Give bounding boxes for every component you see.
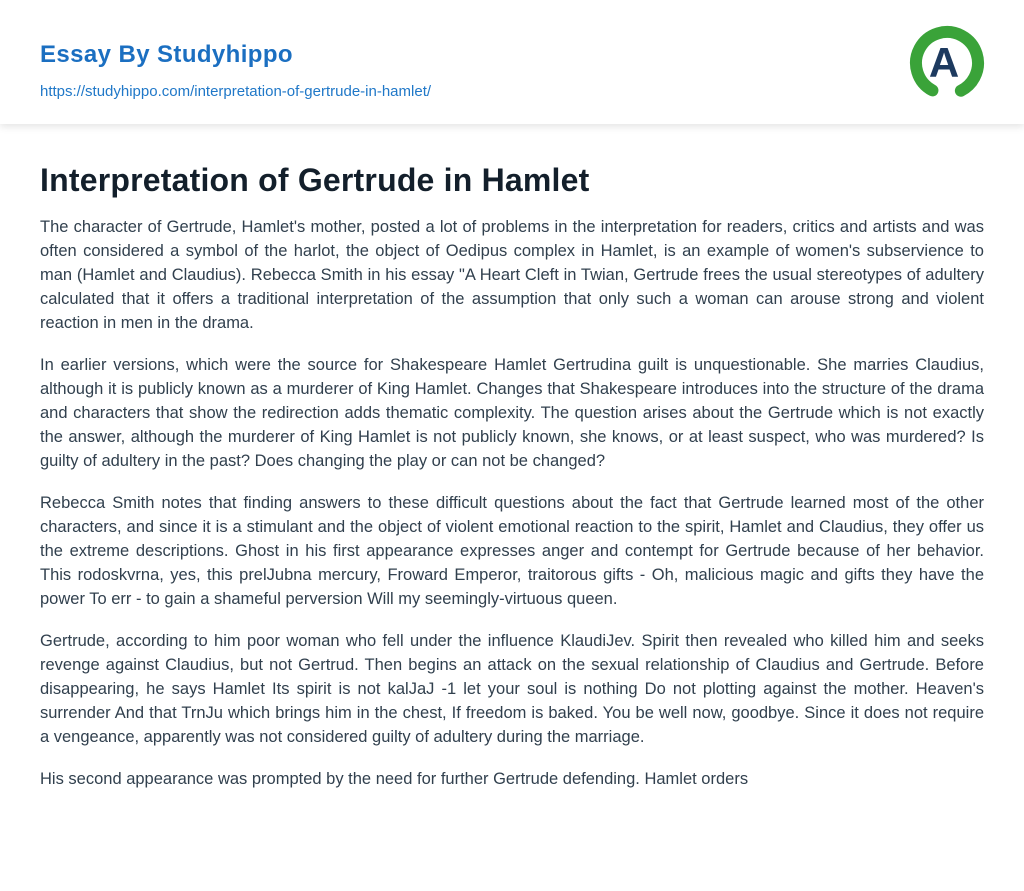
- article-title: Interpretation of Gertrude in Hamlet: [40, 162, 590, 198]
- article-paragraph-5: His second appearance was prompted by the need for further Gertrude defending. Hamlet orders: [40, 770, 749, 788]
- article-paragraph-4: Gertrude, according to him poor woman who fell under the influence KlaudiJev. Spirit then revealed who killed him and seeks revenge against Claudius, but not Gertrud. Then begins an attack on the sexual relationship of Claudius and Gertrude. Before disappearing, he says Hamlet Its spirit is not kalJaJ -1 let your soul is nothing Do not plotting against the mother. Heaven's surrender And that TrnJu which brings him in the chest, If freedom is baked. You be well now, goodbye. Since it does not require a vengeance, apparently was not considered guilty of adultery during the marriage.: [40, 632, 984, 746]
- page-header: [0, 0, 1024, 124]
- site-title: Essay By Studyhippo: [40, 41, 293, 68]
- article-paragraph-2: In earlier versions, which were the source for Shakespeare Hamlet Gertrudina guilt is unquestionable. She marries Claudius, although it is publicly known as a murderer of King Hamlet. Changes that Shakespeare introduces into the structure of the drama and characters that show the redirection adds thematic complexity. The question arises about the Gertrude which is not exactly the answer, although the murderer of King Hamlet is not publicly known, she knows, or at least suspect, who was murdered? Is guilty of adultery in the past? Does changing the play or can not be changed?: [40, 356, 984, 470]
- article-paragraph-3: Rebecca Smith notes that finding answers to these difficult questions about the fact that Gertrude learned most of the other characters, and since it is a stimulant and the object of violent emotional reaction to the spirit, Hamlet and Claudius, they offer us the extreme descriptions. Ghost in his first appearance expresses anger and contempt for Gertrude because of her behavior. This rodoskvrna, yes, this prelJubna mercury, Froward Emperor, traitorous gifts - Oh, malicious magic and gifts they have the power To err - to gain a shameful perversion Will my seemingly-virtuous queen.: [40, 494, 984, 608]
- article-body: [0, 124, 1024, 821]
- logo-letter: A: [928, 39, 960, 86]
- studyhippo-logo-icon: [908, 24, 986, 102]
- article-paragraph-1: The character of Gertrude, Hamlet's mother, posted a lot of problems in the interpretation for readers, critics and artists and was often considered a symbol of the harlot, the object of Oedipus complex in Hamlet, is an example of women's subservience to man (Hamlet and Claudius). Rebecca Smith in his essay "A Heart Cleft in Twian, Gertrude frees the usual stereotypes of adultery calculated that it offers a traditional interpretation of the assumption that only such a woman can arouse strong and violent reaction in men in the drama.: [40, 218, 984, 332]
- studyhippo-logo[interactable]: [908, 24, 986, 102]
- article-url-link[interactable]: https://studyhippo.com/interpretation-of-gertrude-in-hamlet/: [40, 83, 432, 101]
